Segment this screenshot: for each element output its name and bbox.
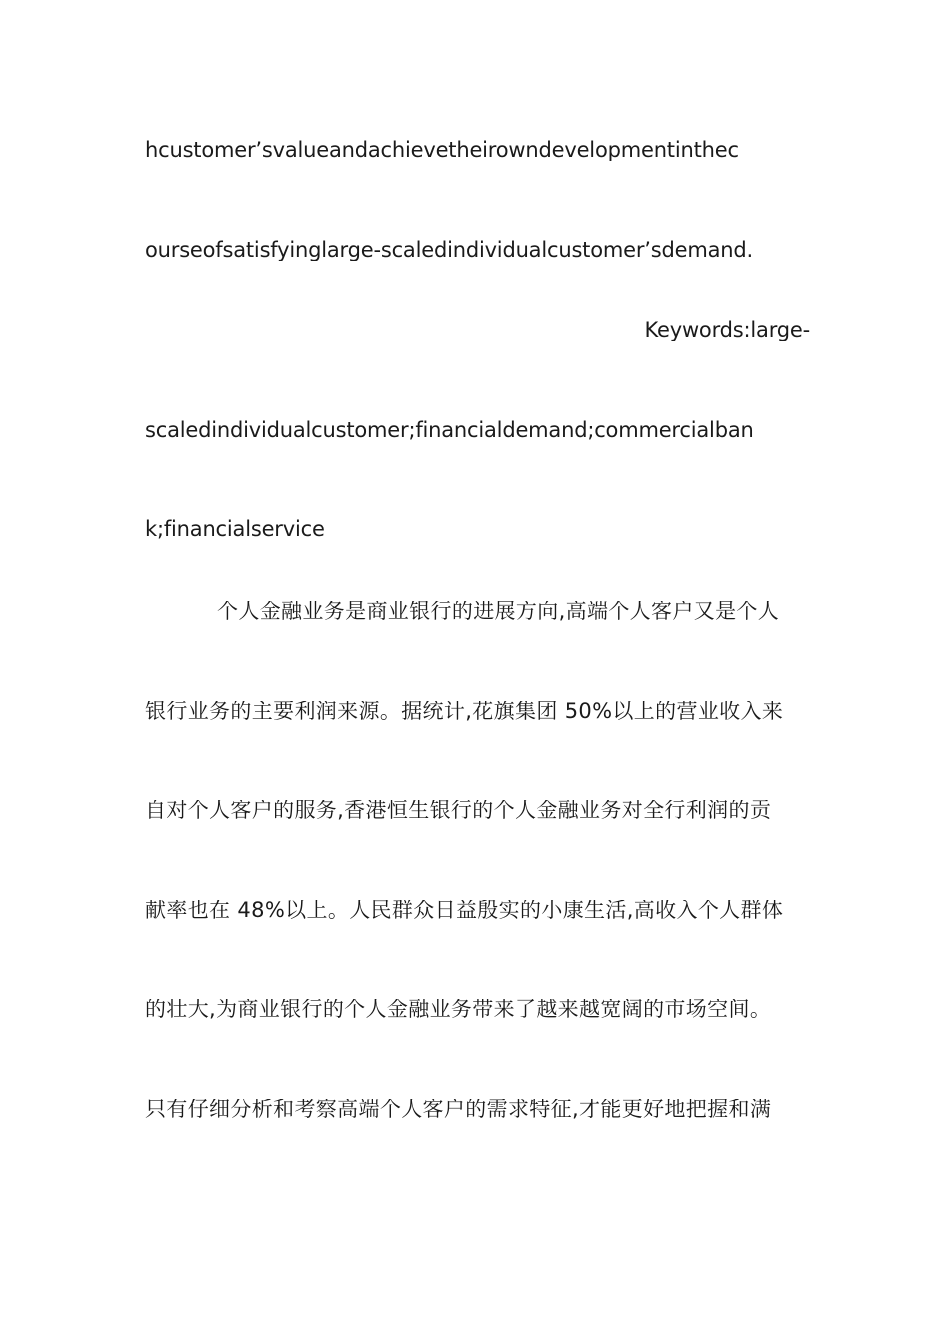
- keywords-label: Keywords:large-: [644, 320, 810, 341]
- keywords-line-2: k;financialservice: [145, 519, 325, 540]
- body-paragraph-line-4: 献率也在 48%以上。人民群众日益殷实的小康生活,高收入个人群体: [145, 900, 784, 921]
- body-paragraph-line-3: 自对个人客户的服务,香港恒生银行的个人金融业务对全行利润的贡: [145, 800, 772, 821]
- body-paragraph-line-1: 个人金融业务是商业银行的进展方向,高端个人客户又是个人: [217, 601, 780, 622]
- body-paragraph-line-5: 的壮大,为商业银行的个人金融业务带来了越来越宽阔的市场空间。: [145, 999, 772, 1020]
- abstract-line-1: hcustomer’svalueandachievetheirowndevelopmentinthec: [145, 140, 739, 161]
- abstract-line-2: ourseofsatisfyinglarge-scaledindividualcustomer’sdemand.: [145, 240, 753, 261]
- body-paragraph-line-6: 只有仔细分析和考察高端个人客户的需求特征,才能更好地把握和满: [145, 1099, 772, 1120]
- keywords-line-1: scaledindividualcustomer;financialdemand;commercialban: [145, 420, 754, 441]
- body-paragraph-line-2: 银行业务的主要利润来源。据统计,花旗集团 50%以上的营业收入来: [145, 701, 784, 722]
